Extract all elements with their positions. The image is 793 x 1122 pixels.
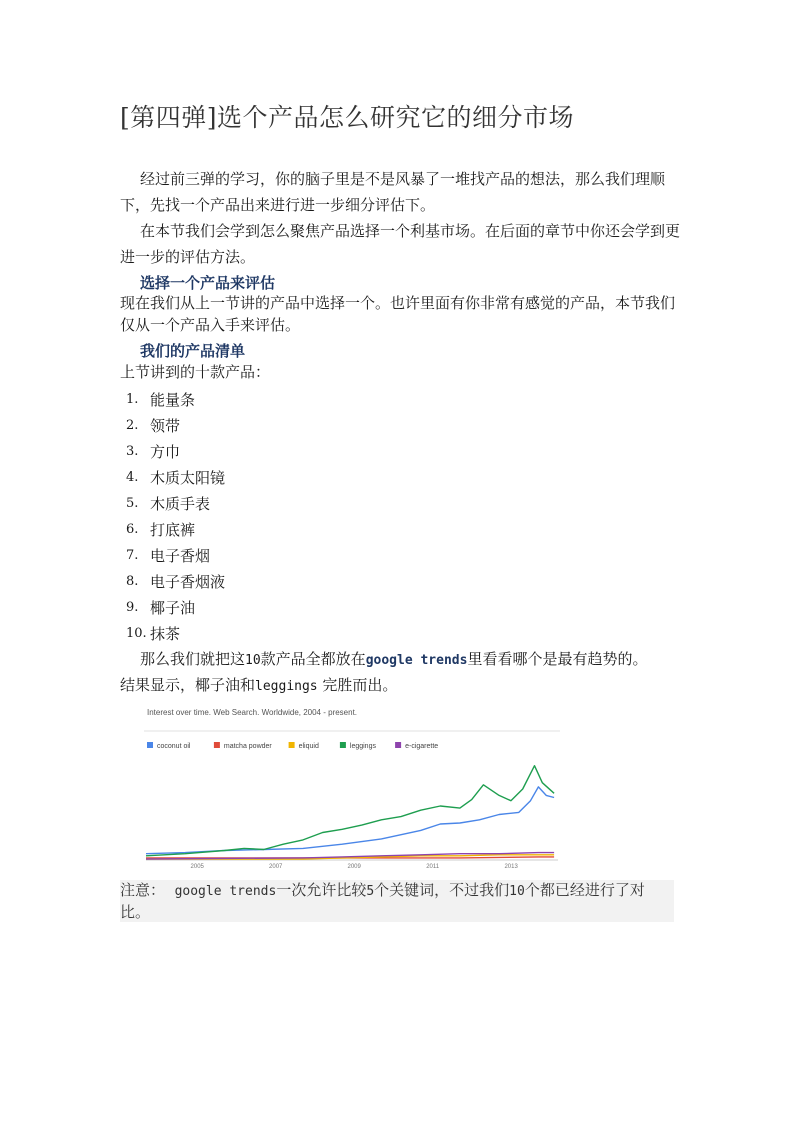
- chart-title: Interest over time. Web Search. Worldwide, 2004 - present.: [147, 708, 358, 717]
- section-text-select-product: 现在我们从上一节讲的产品中选择一个。也许里面有你非常有感觉的产品，本节我们仅从一个产品入手来评估。: [120, 294, 676, 334]
- list-item: 4. 木质太阳镜: [126, 468, 226, 487]
- list-item: 5. 木质手表: [126, 494, 211, 513]
- x-tick-label-0: 2005: [190, 864, 204, 870]
- google-trends-link[interactable]: google trends: [365, 653, 468, 668]
- list-item: 9. 椰子油: [126, 598, 196, 617]
- series-line-coconut-oil: [146, 787, 554, 854]
- product-list: [120, 386, 420, 646]
- trends-paragraph-2: 结果显示，椰子油和leggings 完胜而出。: [120, 676, 398, 694]
- legend-label-1: matcha powder: [223, 743, 272, 750]
- legend-label-3: leggings: [349, 743, 376, 750]
- intro-paragraph-1: 经过前三弹的学习，你的脑子里是不是风暴了一堆找产品的想法，那么我们理顺下，先找一个产品出来进行进一步细分评估下。: [120, 170, 666, 214]
- x-tick-label-3: 2011: [426, 864, 440, 870]
- legend-label-0: coconut oil: [157, 743, 191, 750]
- page-title: [第四弹]选个产品怎么研究它的细分市场: [120, 103, 575, 132]
- legend-swatch-1: [214, 742, 220, 748]
- list-item: 1. 能量条: [126, 390, 196, 409]
- trends-chart-svg: [144, 703, 564, 873]
- trends-paragraph-1: 那么我们就把这10款产品全都放在google trends里看看哪个是最有趋势的。: [140, 650, 648, 668]
- series-line-leggings: [146, 766, 554, 856]
- legend-swatch-0: [147, 742, 153, 748]
- section-text-product-list: 上节讲到的十款产品：: [120, 363, 271, 381]
- x-tick-label-1: 2007: [269, 864, 283, 870]
- x-tick-label-2: 2009: [347, 864, 361, 870]
- section-heading-product-list: 我们的产品清单: [140, 342, 246, 360]
- list-item: 2. 领带: [126, 416, 181, 435]
- legend-swatch-4: [395, 742, 401, 748]
- list-item: 8. 电子香烟液: [126, 572, 226, 591]
- x-tick-label-4: 2013: [504, 864, 518, 870]
- list-item: 6. 打底裤: [126, 520, 196, 539]
- chart-legend: [147, 742, 438, 750]
- legend-swatch-2: [289, 742, 295, 748]
- chart-x-ticks: [191, 864, 519, 870]
- list-item: 3. 方巾: [126, 442, 181, 461]
- chart-lines: [146, 766, 554, 859]
- trends-chart: [144, 703, 564, 873]
- legend-swatch-3: [340, 742, 346, 748]
- legend-label-4: e-cigarette: [405, 743, 439, 750]
- legend-label-2: eliquid: [298, 743, 319, 750]
- list-item: 10. 抹茶: [126, 624, 181, 643]
- section-heading-select-product: 选择一个产品来评估: [140, 274, 276, 292]
- note-box: 注意： google trends一次允许比较5个关键词，不过我们10个都已经进行了对比。: [120, 880, 674, 922]
- intro-paragraph-2: 在本节我们会学到怎么聚焦产品选择一个利基市场。在后面的章节中你还会学到更进一步的评估方法。: [120, 222, 681, 266]
- list-item: 7. 电子香烟: [126, 546, 211, 565]
